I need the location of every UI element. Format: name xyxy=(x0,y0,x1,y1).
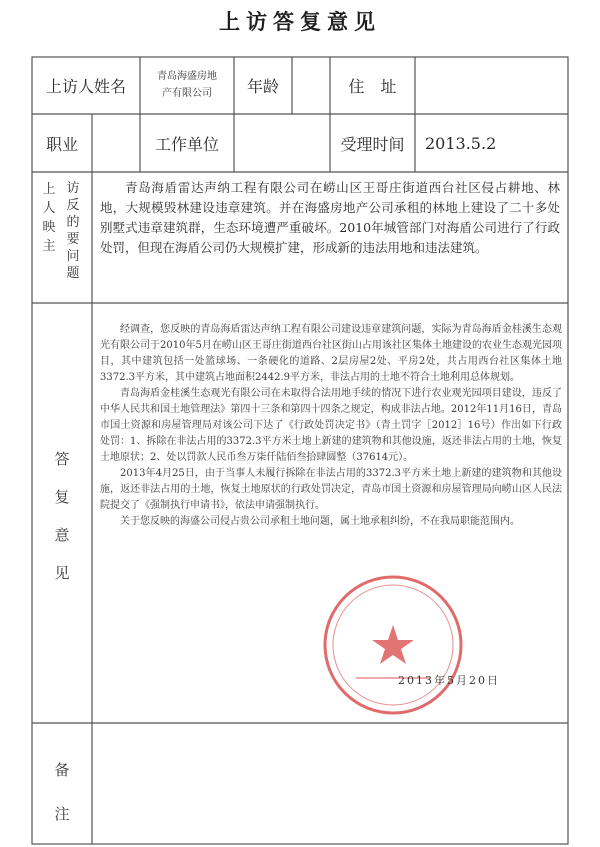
remarks-label-char: 备 xyxy=(54,761,70,779)
age-value xyxy=(292,57,330,114)
issue-label-char: 反 xyxy=(66,198,80,213)
reply-label-char: 答 xyxy=(54,450,70,468)
issue-text: 青岛海盾雷达声纳工程有限公司在崂山区王哥庄街道西台社区侵占耕地、林地，大规模毁林建设违章建筑。并在海盛房地产公司承租的林地上建设了二十多处别墅式违章建筑群，生态环境遭严重破坏。2010年城管部门对海盾公司进行了行政处罚，但现在海盾公司仍大规模扩建，形成新的违法用地和违法建筑。 xyxy=(100,180,560,255)
accepted-label-text: 受理时间 xyxy=(340,134,405,154)
reply-paragraph: 经调查，您反映的青岛海盾雷达声纳工程有限公司建设违章建筑问题，实际为青岛海盾金桂溪生态观光有限公司于2010年5月在崂山区王哥庄街道西台社区街山占用该社区集体土地建设的农业生态观光园项目，其中建筑包括一处篮球场、一条硬化的道路、2层房屋2处、平房2处，共占用西台社区集体土地3372.3平方米，其中建筑占地面积2442.9平方米，非法占用的土地不符合土地利用总体规划。 xyxy=(100,324,562,383)
accepted-value-text: 2013.5.2 xyxy=(425,133,497,153)
address-label xyxy=(330,57,415,114)
issue-content xyxy=(100,178,560,258)
issue-label-char: 映 xyxy=(42,220,56,235)
accepted-value xyxy=(415,114,568,172)
name-value-line2: 产有限公司 xyxy=(162,88,212,99)
employer-label-text: 工作单位 xyxy=(154,134,219,154)
issue-label-char: 访 xyxy=(66,181,80,196)
reply-content xyxy=(100,322,562,530)
reply-label-char: 意 xyxy=(54,526,70,544)
document-title: 上访答复意见 xyxy=(219,9,381,34)
issue-label xyxy=(32,180,92,300)
employer-label xyxy=(140,114,234,172)
occupation-value xyxy=(92,114,140,172)
issue-label-char: 主 xyxy=(42,239,56,254)
name-label-text: 上访人姓名 xyxy=(45,77,126,96)
issue-label-char: 题 xyxy=(66,266,80,281)
issue-label-char: 人 xyxy=(42,201,56,216)
accepted-label xyxy=(330,114,415,172)
reply-paragraph: 2013年4月25日，由于当事人未履行拆除在非法占用的3372.3平方米土地上新建的建筑物和其他设施，返还非法占用的土地，恢复土地原状的行政处罚决定，青岛市国土资源和房屋管理局向崂山区人民法院提交了《强制执行申请书》，依法申请强制执行。 xyxy=(100,468,562,511)
official-seal xyxy=(318,570,468,720)
reply-date: 2013年5月20日 xyxy=(398,674,500,687)
issue-label-char: 的 xyxy=(66,215,80,230)
reply-paragraph: 青岛海盾金桂溪生态观光有限公司在未取得合法用地手续的情况下进行农业观光园项目建设，违反了中华人民共和国土地管理法》第四十三条和第四十四条之规定，构成非法占地。2012年11月16日，青岛市国土资源和房屋管理局对该公司下达了《行政处罚决定书》（青土罚字［2012］16号）作出如下行政处罚：1、拆除在非法占用的3372.3平方米土地上新建的建筑物和其他设施，返还非法占用的土地，恢复土地原状；2、处以罚款人民币叁万柒仟陆佰叁拾肆圆整（37614元）。 xyxy=(100,388,562,463)
issue-label-char: 上 xyxy=(42,182,56,197)
name-value xyxy=(140,68,234,102)
reply-label xyxy=(32,440,92,600)
occupation-label xyxy=(32,114,92,172)
occupation-label-text: 职业 xyxy=(45,134,78,154)
address-value xyxy=(415,57,568,114)
age-label-text: 年龄 xyxy=(246,77,279,96)
address-label-text: 住 址 xyxy=(348,77,397,96)
issue-label-char: 要 xyxy=(66,232,80,247)
reply-label-char: 见 xyxy=(54,564,70,582)
remarks-value xyxy=(92,723,568,844)
reply-paragraph: 关于您反映的海盛公司侵占贵公司承租土地问题，属土地承租纠纷，不在我局职能范围内。 xyxy=(120,516,520,527)
name-label xyxy=(32,57,140,114)
employer-value xyxy=(234,114,330,172)
name-value-line1: 青岛海盛房地 xyxy=(157,71,217,82)
remarks-label xyxy=(32,748,92,836)
reply-label-char: 复 xyxy=(54,488,70,506)
issue-label-char: 问 xyxy=(66,249,80,264)
age-label xyxy=(234,57,292,114)
remarks-label-char: 注 xyxy=(54,805,70,823)
